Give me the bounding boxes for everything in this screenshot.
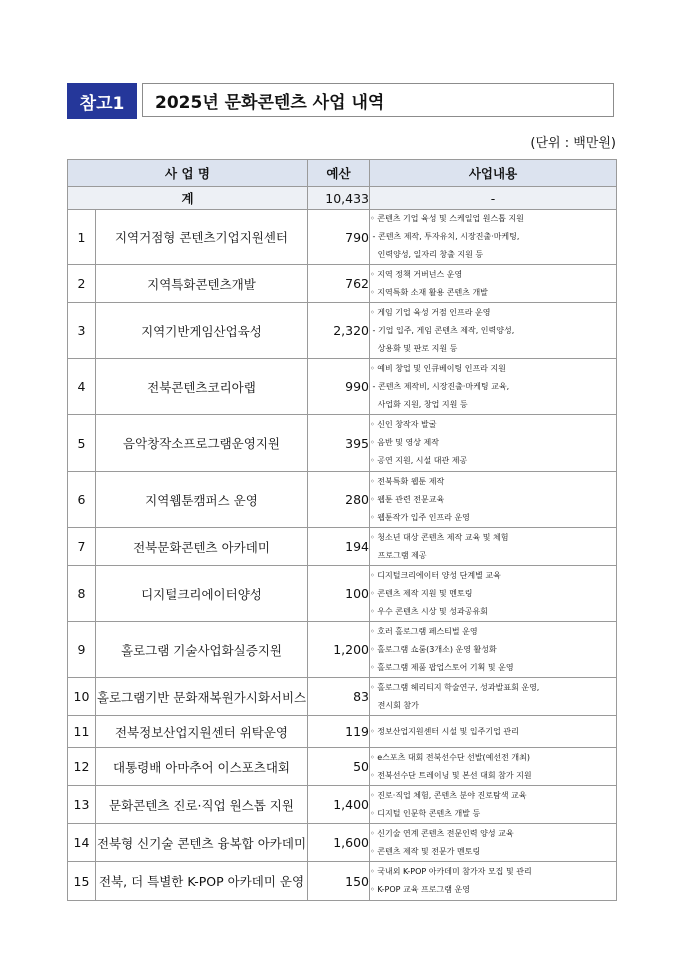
project-name: 지역거점형 콘텐츠기업지원센터 xyxy=(96,210,308,265)
row-number: 6 xyxy=(68,472,96,528)
content-line: - 기업 입주, 게임 콘텐츠 제작, 인력양성, xyxy=(370,325,515,335)
content-line: ◦ 전북선수단 트레이닝 및 본선 대회 참가 지원 xyxy=(370,770,532,780)
project-content xyxy=(370,472,617,528)
content-line: 전시회 참가 xyxy=(370,700,419,710)
row-number: 11 xyxy=(68,716,96,748)
row-number: 13 xyxy=(68,786,96,824)
project-content xyxy=(370,566,617,622)
content-line: ◦ 콘텐츠 제작 지원 및 멘토링 xyxy=(370,588,473,598)
project-budget: 1,200 xyxy=(308,622,370,678)
table-row xyxy=(68,862,617,901)
project-content xyxy=(370,359,617,415)
project-budget: 990 xyxy=(308,359,370,415)
content-line: ◦ 청소년 대상 콘텐츠 제작 교육 및 체험 xyxy=(370,532,509,542)
project-name: 음악창작소프로그램운영지원 xyxy=(96,415,308,472)
column-header-name: 사 업 명 xyxy=(68,160,308,187)
content-line: ◦ 지역 정책 거버넌스 운영 xyxy=(370,269,463,279)
row-number: 8 xyxy=(68,566,96,622)
project-content xyxy=(370,210,617,265)
content-line: ◦ 예비 창업 및 인큐베이팅 인프라 지원 xyxy=(370,363,506,373)
project-content xyxy=(370,786,617,824)
content-line: ◦ 공연 지원, 시설 대관 제공 xyxy=(370,456,468,465)
project-content xyxy=(370,824,617,862)
project-budget: 119 xyxy=(308,716,370,748)
content-line: ◦ 디지털크리에이터 양성 단계별 교육 xyxy=(370,570,501,580)
column-header-budget: 예산 xyxy=(308,160,370,187)
project-budget: 194 xyxy=(308,528,370,566)
project-name: 전북정보산업지원센터 위탁운영 xyxy=(96,716,308,748)
row-number: 4 xyxy=(68,359,96,415)
content-line: 인력양성, 일자리 창출 지원 등 xyxy=(370,250,484,259)
project-budget: 1,600 xyxy=(308,824,370,862)
content-line: ◦ 홀로그램 헤리티지 학술연구, 성과발표회 운영, xyxy=(370,682,540,692)
project-content xyxy=(370,748,617,786)
project-budget: 1,400 xyxy=(308,786,370,824)
content-line: ◦ 디지털 인문학 콘텐츠 개발 등 xyxy=(370,808,481,818)
table-row xyxy=(68,359,617,415)
row-number: 10 xyxy=(68,678,96,716)
table-row xyxy=(68,716,617,748)
content-line: ◦ 전북특화 웹툰 제작 xyxy=(370,476,445,486)
content-line: ◦ 국내외 K-POP 아카데미 참가자 모집 및 관리 xyxy=(370,867,532,876)
content-line: 상용화 및 판로 지원 등 xyxy=(370,343,458,353)
table-row xyxy=(68,528,617,566)
header xyxy=(67,83,616,119)
row-number: 2 xyxy=(68,265,96,303)
table-row xyxy=(68,210,617,265)
row-number: 1 xyxy=(68,210,96,265)
project-budget: 100 xyxy=(308,566,370,622)
content-line: ◦ 웹툰작가 입주 인프라 운영 xyxy=(370,512,470,522)
table-row xyxy=(68,748,617,786)
project-name: 전북, 더 특별한 K-POP 아카데미 운영 xyxy=(96,862,308,901)
project-name: 디지털크리에이터양성 xyxy=(96,566,308,622)
project-content xyxy=(370,678,617,716)
project-budget: 2,320 xyxy=(308,303,370,359)
row-number: 15 xyxy=(68,862,96,901)
project-budget: 395 xyxy=(308,415,370,472)
project-name: 지역웹툰캠퍼스 운영 xyxy=(96,472,308,528)
project-content xyxy=(370,303,617,359)
row-number: 3 xyxy=(68,303,96,359)
unit-label: (단위 : 백만원) xyxy=(530,136,616,151)
content-line: ◦ 음반 및 영상 제작 xyxy=(370,438,439,447)
table-header-row xyxy=(68,160,617,187)
total-label: 계 xyxy=(68,187,308,210)
total-row xyxy=(68,187,617,210)
project-name: 전북콘텐츠코리아랩 xyxy=(96,359,308,415)
budget-table xyxy=(67,159,617,901)
project-name: 전북형 신기술 콘텐츠 융복합 아카데미 xyxy=(96,824,308,862)
content-line: ◦ 호러 홀로그램 페스티벌 운영 xyxy=(370,626,478,636)
table-row xyxy=(68,566,617,622)
row-number: 9 xyxy=(68,622,96,678)
project-budget: 762 xyxy=(308,265,370,303)
project-content xyxy=(370,716,617,748)
content-line: ◦ 지역특화 소재 활용 콘텐츠 개발 xyxy=(370,287,488,297)
content-line: - 콘텐츠 제작비, 시장진출·마케팅 교육, xyxy=(370,381,510,391)
project-name: 지역기반게임산업육성 xyxy=(96,303,308,359)
table-row xyxy=(68,472,617,528)
content-line: ◦ e스포츠 대회 전북선수단 선발(예선전 개최) xyxy=(370,752,530,762)
project-budget: 790 xyxy=(308,210,370,265)
content-line: 프로그램 제공 xyxy=(370,550,427,560)
content-line: ◦ 콘텐츠 기업 육성 및 스케일업 원스톱 지원 xyxy=(370,214,524,223)
table-row xyxy=(68,786,617,824)
project-content xyxy=(370,622,617,678)
table-row xyxy=(68,265,617,303)
project-content xyxy=(370,528,617,566)
content-line: ◦ 신기술 연계 콘텐츠 전문인력 양성 교육 xyxy=(370,828,514,838)
content-line: ◦ 정보산업지원센터 시설 및 입주기업 관리 xyxy=(370,726,519,736)
project-name: 대통령배 아마추어 이스포츠대회 xyxy=(96,748,308,786)
page-title: 2025년 문화콘텐츠 사업 내역 xyxy=(142,83,614,117)
row-number: 5 xyxy=(68,415,96,472)
content-line: ◦ 홀로그램 쇼룸(3개소) 운영 활성화 xyxy=(370,644,497,654)
reference-tag: 참고1 xyxy=(67,83,137,119)
table-row xyxy=(68,622,617,678)
project-budget: 83 xyxy=(308,678,370,716)
content-line: ◦ 진로·직업 체험, 콘텐츠 분야 진로탐색 교육 xyxy=(370,790,527,800)
total-content: - xyxy=(370,187,617,210)
content-line: ◦ 콘텐츠 제작 및 전문가 멘토링 xyxy=(370,846,481,856)
content-line: ◦ 게임 기업 육성 거점 인프라 운영 xyxy=(370,307,491,317)
project-name: 홀로그램기반 문화재복원가시화서비스 xyxy=(96,678,308,716)
project-content xyxy=(370,415,617,472)
project-content xyxy=(370,265,617,303)
project-budget: 150 xyxy=(308,862,370,901)
table-row xyxy=(68,678,617,716)
project-name: 문화콘텐츠 진로·직업 원스톱 지원 xyxy=(96,786,308,824)
project-budget: 50 xyxy=(308,748,370,786)
project-name: 홀로그램 기술사업화실증지원 xyxy=(96,622,308,678)
row-number: 14 xyxy=(68,824,96,862)
content-line: ◦ 홀로그램 제품 팝업스토어 기획 및 운영 xyxy=(370,662,514,672)
row-number: 7 xyxy=(68,528,96,566)
content-line: ◦ K-POP 교육 프로그램 운영 xyxy=(370,885,470,894)
table-row xyxy=(68,415,617,472)
row-number: 12 xyxy=(68,748,96,786)
project-name: 지역특화콘텐츠개발 xyxy=(96,265,308,303)
table-row xyxy=(68,303,617,359)
project-budget: 280 xyxy=(308,472,370,528)
column-header-content: 사업내용 xyxy=(370,160,617,187)
content-line: ◦ 웹툰 관련 전문교육 xyxy=(370,494,445,504)
content-line: - 콘텐츠 제작, 투자유치, 시장진출·마케팅, xyxy=(370,232,520,241)
content-line: ◦ 신인 창작자 발굴 xyxy=(370,420,437,429)
content-line: 사업화 지원, 창업 지원 등 xyxy=(370,399,468,409)
project-content xyxy=(370,862,617,901)
project-name: 전북문화콘텐츠 아카데미 xyxy=(96,528,308,566)
content-line: ◦ 우수 콘텐츠 시상 및 성과공유회 xyxy=(370,606,488,616)
table-row xyxy=(68,824,617,862)
total-budget: 10,433 xyxy=(308,187,370,210)
